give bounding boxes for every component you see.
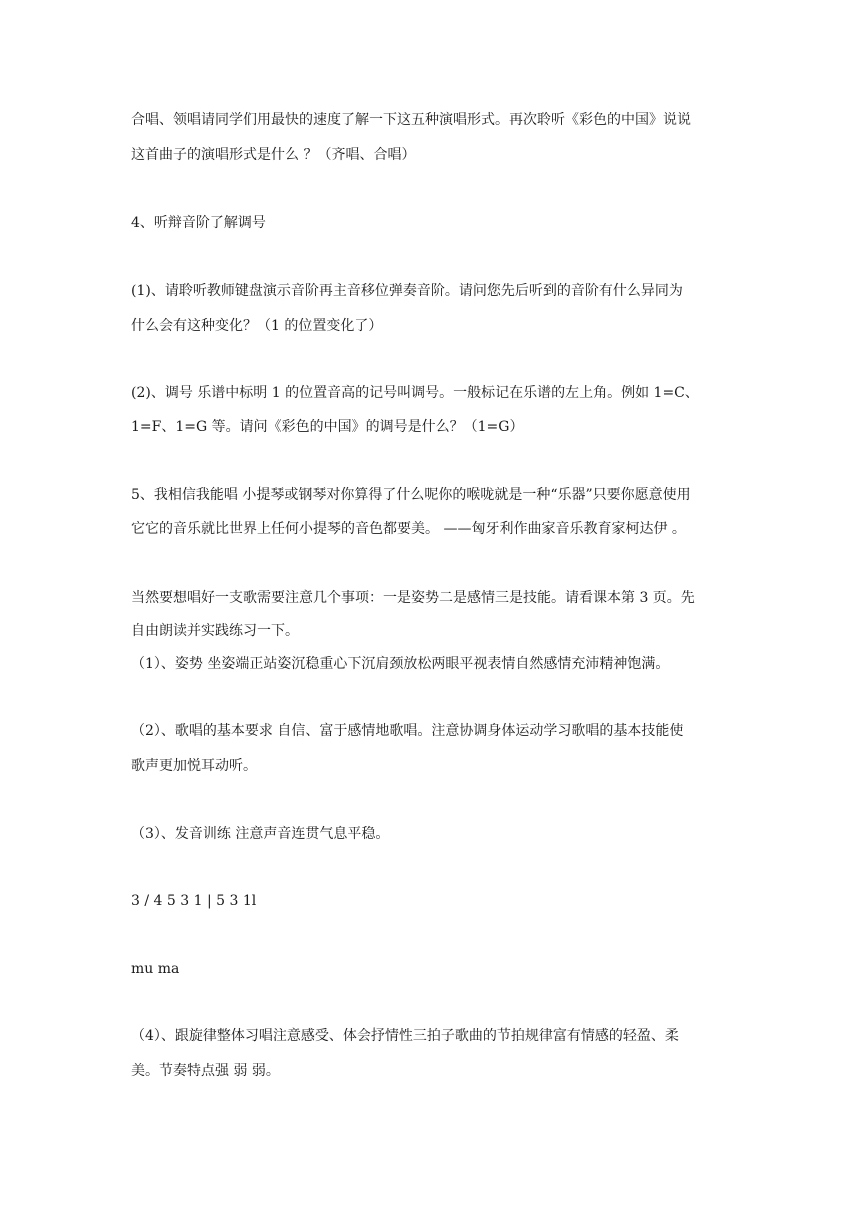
paragraph-line: 美。节奏特点强 弱 弱。 (131, 1063, 280, 1079)
notation-line: 3 / 4 5 3 1 | 5 3 1l (131, 893, 257, 909)
paragraph-line: 歌声更加悦耳动听。 (131, 758, 257, 774)
paragraph-line: （3）、发音训练 注意声音连贯气息平稳。 (131, 826, 390, 842)
paragraph-line: 这首曲子的演唱形式是什么 ？（齐唱、合唱） (131, 147, 416, 163)
paragraph-line: (2)、调号 乐谱中标明 1 的位置音高的记号叫调号。一般标记在乐谱的左上角。例如 1=C、 (131, 385, 699, 401)
paragraph-line: 5、我相信我能唱 小提琴或钢琴对你算得了什么呢你的喉咙就是一种“乐器”只要你愿意使用 (131, 487, 691, 503)
paragraph-line: （2）、歌唱的基本要求 自信、富于感情地歌唱。注意协调身体运动学习歌唱的基本技能使 (131, 723, 684, 739)
paragraph-line: （4）、跟旋律整体习唱注意感受、体会抒情性三拍子歌曲的节拍规律富有情感的轻盈、柔 (131, 1028, 679, 1044)
paragraph-line: 1=F、1=G 等。请问《彩色的中国》的调号是什么？（1=G） (131, 419, 524, 435)
paragraph-line: 它它的音乐就比世界上任何小提琴的音色都要美。 ——匈牙利作曲家音乐教育家柯达伊 。 (131, 521, 686, 537)
paragraph-line: （1）、姿势 坐姿端正站姿沉稳重心下沉肩颈放松两眼平视表情自然感情充沛精神饱满。 (131, 656, 670, 672)
paragraph-line: 当然要想唱好一支歌需要注意几个事项：一是姿势二是感情三是技能。请看课本第 3 页。先 (131, 590, 695, 606)
paragraph-line: 什么会有这种变化？（1 的位置变化了） (131, 318, 383, 334)
paragraph-line: 合唱、领唱请同学们用最快的速度了解一下这五种演唱形式。再次聆听《彩色的中国》说说 (131, 112, 691, 128)
section-heading: 4、听辩音阶了解调号 (131, 215, 266, 231)
paragraph-line: 自由朗读并实践练习一下。 (131, 623, 299, 639)
lyric-line: mu ma (131, 961, 180, 977)
paragraph-line: (1)、请聆听教师键盘演示音阶再主音移位弹奏音阶。请问您先后听到的音阶有什么异同为 (131, 283, 683, 299)
